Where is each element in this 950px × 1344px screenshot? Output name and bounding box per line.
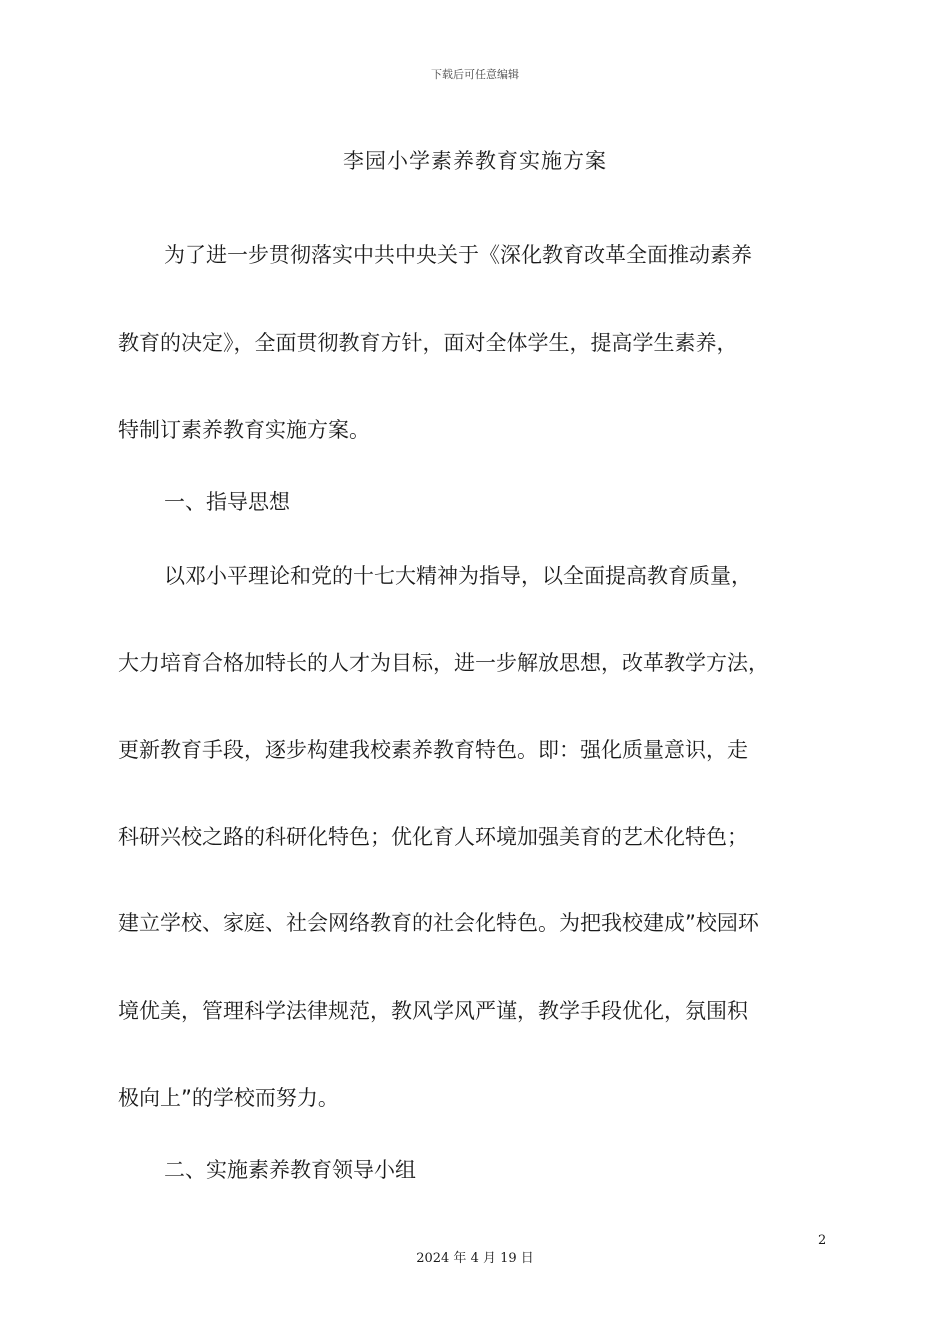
document-title: 李园小学素养教育实施方案: [343, 149, 607, 173]
paragraph-line: 大力培育合格加特长的人才为目标，进一步解放思想，改革教学方法，: [118, 651, 769, 675]
section-heading: 二、实施素养教育领导小组: [164, 1158, 416, 1182]
section-heading: 一、指导思想: [164, 490, 290, 514]
page-number: 2: [818, 1233, 827, 1248]
paragraph-line: 教育的决定》，全面贯彻教育方针，面对全体学生，提高学生素养，: [118, 331, 738, 355]
paragraph-line: 更新教育手段，逐步构建我校素养教育特色。即：强化质量意识，走: [118, 738, 748, 762]
paragraph-line: 建立学校、家庭、社会网络教育的社会化特色。为把我校建成”校园环: [118, 911, 759, 935]
footer-date: 2024 年 4 月 19 日: [416, 1251, 534, 1266]
paragraph-line: 科研兴校之路的科研化特色；优化育人环境加强美育的艺术化特色；: [118, 825, 748, 849]
paragraph-line: 以邓小平理论和党的十七大精神为指导，以全面提高教育质量，: [164, 564, 752, 588]
paragraph-line: 特制订素养教育实施方案。: [118, 418, 370, 442]
paragraph-line: 为了进一步贯彻落实中共中央关于《深化教育改革全面推动素养: [164, 243, 752, 267]
paragraph-line: 极向上”的学校而努力。: [118, 1086, 339, 1110]
header-note: 下载后可任意编辑: [431, 68, 519, 81]
paragraph-line: 境优美，管理科学法律规范，教风学风严谨，教学手段优化，氛围积: [118, 999, 748, 1023]
